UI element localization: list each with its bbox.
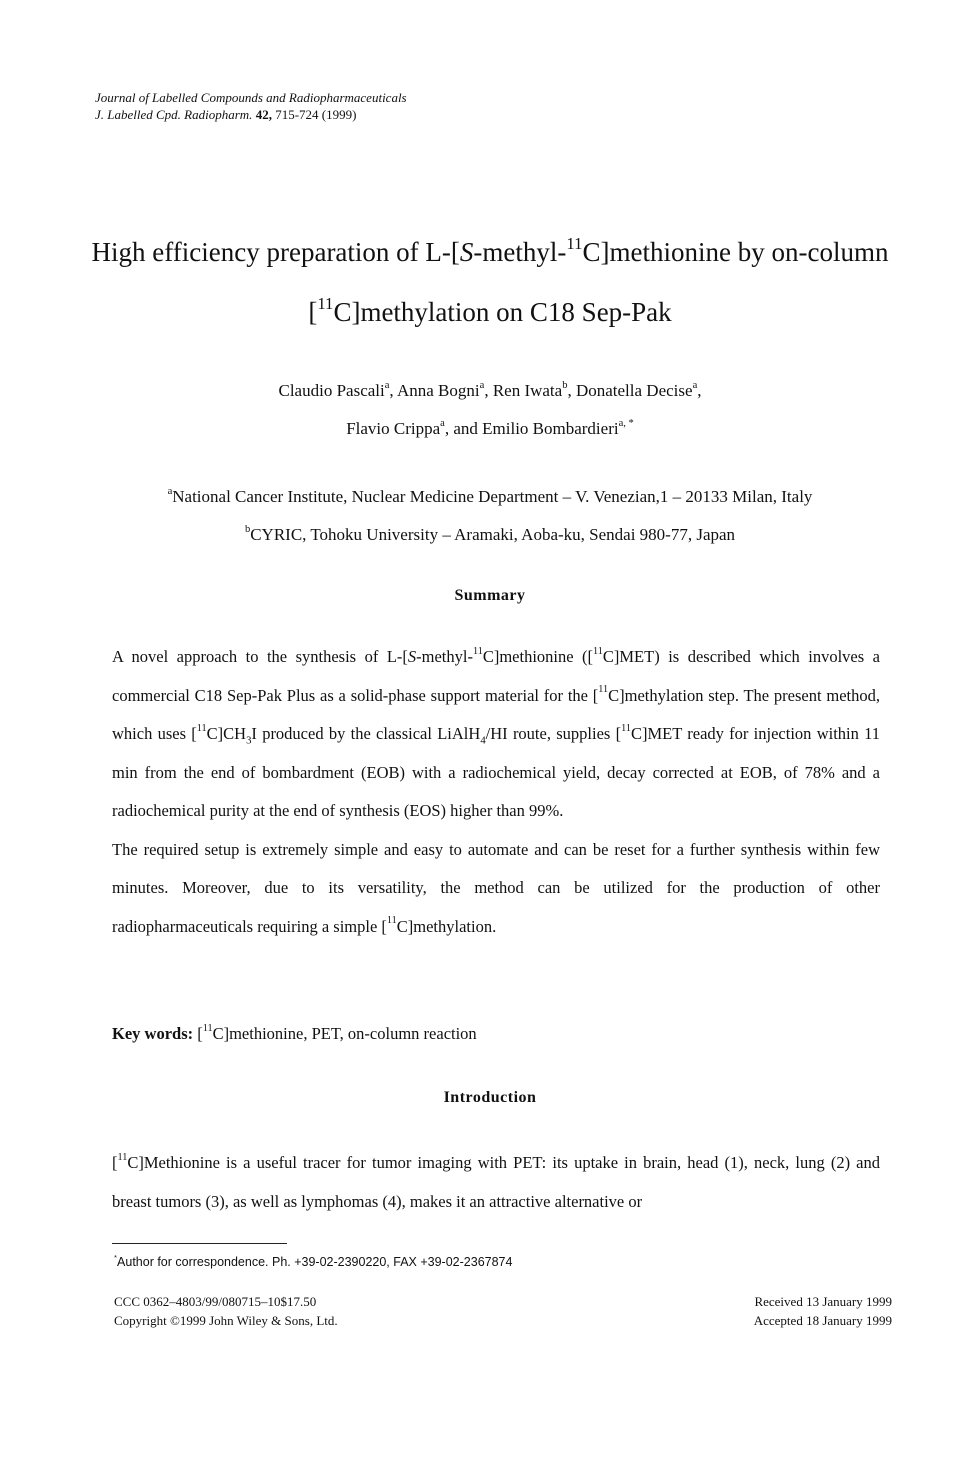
summary-paragraph-2 <box>112 831 880 947</box>
author-name: Anna Bogni <box>396 381 480 400</box>
summary-body <box>112 638 880 946</box>
affiliation-item <box>60 516 920 554</box>
author-affiliation-mark: b <box>562 379 568 391</box>
author-name: Ren Iwata <box>492 381 563 400</box>
keywords-text: [ <box>193 1024 203 1043</box>
summary-text: S <box>407 647 417 666</box>
introduction-text: [ <box>112 1153 118 1172</box>
journal-name: Journal of Labelled Compounds and Radiopharmaceuticals <box>95 90 407 105</box>
author-name: Emilio Bombardieri <box>482 419 619 438</box>
affiliation-mark: a <box>167 485 173 497</box>
footnote-text: Author for correspondence. Ph. +39-02-2390220, FAX +39-02-2367874 <box>117 1255 513 1269</box>
introduction-body <box>112 1144 880 1221</box>
introduction-text: C]Methionine is a useful tracer for tumor imaging with PET: its uptake in brain, head (1), neck, lung (2) and breast tumors (3), as well as lymphomas (4), makes it an attractive alternative or <box>112 1153 880 1211</box>
keywords <box>112 1015 880 1054</box>
paper-title <box>60 222 920 342</box>
footnote <box>114 1252 513 1269</box>
title-text: C]methionine by on-column [ <box>308 237 889 327</box>
summary-superscript: 11 <box>472 645 483 657</box>
journal-header <box>95 89 407 123</box>
summary-text: The required setup is extremely simple and easy to automate and can be reset for a further synthesis within few minutes. Moreover, due to its versatility, the method can be utilized for the production of other radiopharmaceuticals requiring a simple [ <box>112 839 880 936</box>
summary-superscript: 11 <box>386 915 397 927</box>
author-affiliation-mark: a <box>692 379 698 391</box>
summary-text: C]methylation. <box>396 916 497 936</box>
affiliation-mark: b <box>244 523 251 535</box>
author-list <box>60 372 920 448</box>
summary-text: /HI route, supplies [ <box>485 724 622 743</box>
title-superscript: 11 <box>317 293 334 313</box>
author-name: Donatella Decise <box>575 381 693 400</box>
summary-heading: Summary <box>454 587 526 604</box>
author-name: Flavio Crippa <box>346 419 441 438</box>
footer-right <box>754 1292 892 1330</box>
summary-superscript: 11 <box>598 684 609 696</box>
citation-prefix: J. Labelled Cpd. Radiopharm. <box>95 107 253 122</box>
summary-paragraph-1 <box>112 638 880 831</box>
citation-volume: 42, <box>255 107 272 122</box>
author-name: Claudio Pascali <box>278 381 385 400</box>
summary-superscript: 11 <box>593 645 603 657</box>
summary-subscript: 4 <box>480 734 486 747</box>
summary-text: C]methionine ([ <box>482 647 594 666</box>
author-separator: , <box>484 381 493 400</box>
summary-subscript: 3 <box>246 734 252 747</box>
title-text: -methyl- <box>473 237 567 267</box>
affiliation-item <box>60 478 920 516</box>
affiliation-list <box>60 478 920 554</box>
summary-superscript: 11 <box>621 722 631 734</box>
introduction-superscript: 11 <box>117 1151 128 1163</box>
copyright-notice: Copyright ©1999 John Wiley & Sons, Ltd. <box>114 1313 338 1328</box>
footnote-mark: * <box>114 1252 118 1262</box>
footer-left <box>114 1292 338 1330</box>
summary-text: C]MET) is described which involves a commercial C18 Sep-Pak Plus as a solid-phase support material for the [ <box>112 647 880 705</box>
title-text: High efficiency preparation of L-[ <box>91 237 460 267</box>
affiliation-text: National Cancer Institute, Nuclear Medicine Department – V. Venezian,1 – 20133 Milan, Italy <box>172 487 813 506</box>
author-affiliation-mark: a <box>384 379 390 391</box>
journal-citation <box>95 106 407 123</box>
author-affiliation-mark: a, * <box>618 417 634 429</box>
author-separator: , <box>567 381 576 400</box>
affiliation-text: CYRIC, Tohoku University – Aramaki, Aoba-ku, Sendai 980-77, Japan <box>250 525 736 544</box>
title-text: C]methylation on C18 Sep-Pak <box>333 297 672 327</box>
author-affiliation-mark: a <box>440 417 445 429</box>
author-affiliation-mark: a <box>479 379 485 391</box>
summary-text: I produced by the classical LiAlH <box>251 724 481 743</box>
title-text: S <box>459 237 474 267</box>
citation-pages: 715-724 (1999) <box>275 107 357 122</box>
summary-superscript: 11 <box>196 722 207 734</box>
author-separator: , <box>389 381 397 400</box>
footnote-divider <box>112 1243 287 1244</box>
summary-text: C]MET ready for injection within 11 min from the end of bombardment (EOB) with a radiochemical yield, decay corrected at EOB, of 78% and a radiochemical purity at the end of synthesis (EOS) higher than 99%. <box>112 724 881 820</box>
title-superscript: 11 <box>566 233 583 253</box>
author-separator: , <box>697 381 702 400</box>
keywords-text: C]methionine, PET, on-column reaction <box>212 1024 477 1043</box>
summary-text: C]CH <box>206 724 247 743</box>
ccc-code: CCC 0362–4803/99/080715–10$17.50 <box>114 1294 317 1309</box>
accepted-date: Accepted 18 January 1999 <box>753 1313 892 1328</box>
received-date: Received 13 January 1999 <box>754 1294 892 1309</box>
summary-text: A novel approach to the synthesis of L-[ <box>112 647 408 666</box>
keywords-label: Key words: <box>112 1024 194 1043</box>
summary-text: C]methylation step. The present method, which uses [ <box>112 685 880 743</box>
summary-text: -methyl- <box>416 647 473 666</box>
keywords-superscript: 11 <box>202 1022 213 1034</box>
author-separator: , and <box>444 419 483 438</box>
introduction-heading: Introduction <box>443 1089 537 1106</box>
